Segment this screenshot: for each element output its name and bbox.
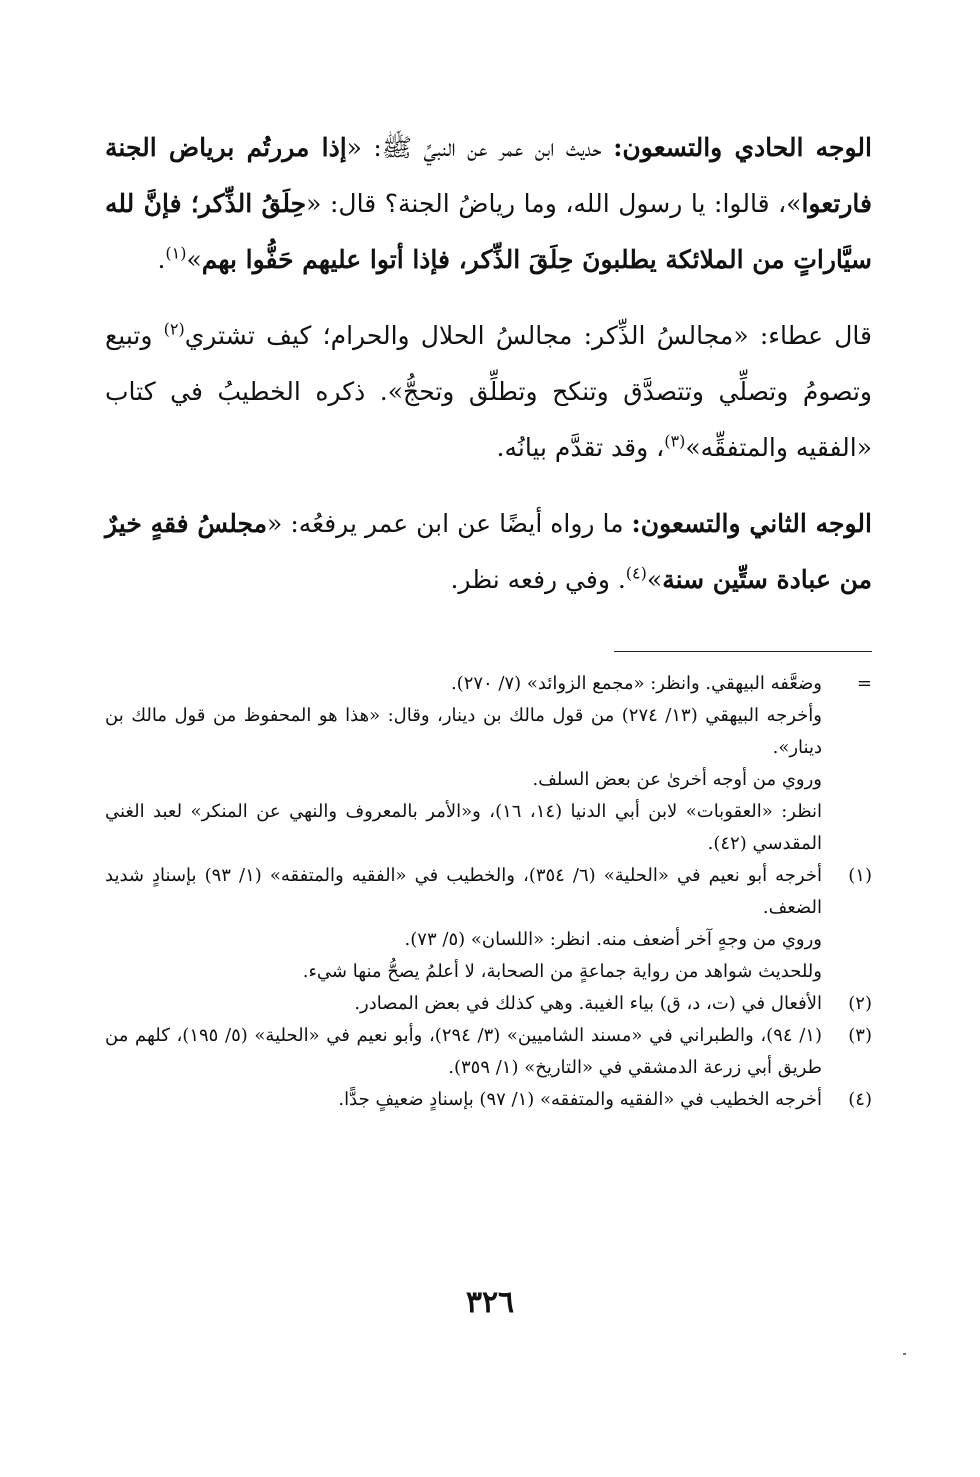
footnote-line: وروي من أوجه أخرىٰ عن بعض السلف.: [532, 769, 822, 790]
footnote-2: [105, 988, 872, 1020]
footnote-ref: (١): [165, 243, 187, 263]
paragraph-91: الوجه الحادي والتسعون: حديث ابن عمر عن النبيِّ ﷺ: «إذا مررتُم برياض الجنة فارتعوا»، قالوا: يا رسول الله، وما رياضُ الجنة؟ قال: «حِلَقُ الذِّكر؛ فإنَّ لله سيَّاراتٍ من الملائكة يطلبونَ حِلَقَ الذِّكر، فإذا أتوا عليهم حَفُّوا بهم»$^{(١)}$.: [105, 133, 872, 274]
footnote-4: [105, 1084, 872, 1116]
footnote-number: (٢): [848, 993, 872, 1014]
footnote-separator: [614, 651, 872, 652]
footnote-line: وأخرجه البيهقي (١٣/ ٢٧٤) من قول مالك بن دينار، وقال: «هذا هو المحفوظ من قول مالك بن دينار».: [105, 705, 822, 758]
footnote-ref: (٤): [625, 563, 647, 583]
footnote-3: [105, 1020, 872, 1084]
page-number: ٣٢٦: [465, 1285, 515, 1320]
footnote-line: انظر: «العقوبات» لابن أبي الدنيا (١٤، ١٦)، و«الأمر بالمعروف والنهي عن المنكر» لعبد الغني المقدسي (٤٢).: [105, 801, 823, 854]
paragraph-92: الوجه الثاني والتسعون: ما رواه أيضًا عن ابن عمر يرفعُه: «مجلسُ فقهٍ خيرٌ من عبادة ستِّين سنة»$^{(٤)}$. وفي رفعه نظر.: [105, 509, 872, 594]
paragraph-ata: قال عطاء: «مجالسُ الذِّكر: مجالسُ الحلال والحرام؛ كيف تشتري$^{(٢)}$ وتبيع وتصومُ وتصلِّي وتتصدَّق وتنكح وتطلِّق وتحجُّ». ذكره الخطيبُ في كتاب «الفقيه والمتفقِّه»$^{(٣)}$، وقد تقدَّم بيانُه.: [105, 319, 872, 462]
footnote-1: [105, 860, 872, 988]
footnote-number: (١): [848, 865, 872, 886]
footnote-line: أخرجه أبو نعيم في «الحلية» (٦/ ٣٥٤)، والخطيب في «الفقيه والمتفقه» (١/ ٩٣) بإسنادٍ شديد الضعف.: [105, 865, 822, 918]
footnote-number: (٤): [848, 1089, 872, 1110]
footnote-line: وللحديث شواهد من رواية جماعةٍ من الصحابة، لا أعلمُ يصحُّ منها شيء.: [302, 961, 822, 982]
footnote-line: (١/ ٩٤)، والطبراني في «مسند الشاميين» (٣/ ٢٩٤)، وأبو نعيم في «الحلية» (٥/ ١٩٥)، كلهم من طريق أبي زرعة الدمشقي في «التاريخ» (١/ ٣٥٩).: [105, 1025, 822, 1078]
footnote-line: الأفعال في (ت، د، ق) بياء الغيبة. وهي كذلك في بعض المصادر.: [354, 993, 822, 1014]
footnote-line: أخرجه الخطيب في «الفقيه والمتفقه» (١/ ٩٧) بإسنادٍ ضعيفٍ جدًّا.: [338, 1089, 822, 1110]
footnote-continued: [105, 668, 872, 860]
main-text: [105, 120, 872, 628]
footnote-ref: (٣): [664, 431, 686, 451]
footnote-number: =: [856, 673, 872, 694]
footnote-number: (٣): [848, 1025, 872, 1046]
paragraph-lead: الوجه الثاني والتسعون:: [631, 509, 872, 538]
footnote-ref: (٢): [163, 319, 185, 339]
footnote-line: وروي من وجهٍ آخر أضعف منه. انظر: «اللسان» (٥/ ٧٣).: [404, 929, 822, 950]
paragraph-lead: الوجه الحادي والتسعون:: [613, 133, 872, 162]
footnotes: [105, 668, 872, 1116]
scan-speck: [903, 1353, 906, 1355]
footnote-line: وضعَّفه البيهقي. وانظر: «مجمع الزوائد» (٧/ ٢٧٠).: [450, 673, 822, 694]
